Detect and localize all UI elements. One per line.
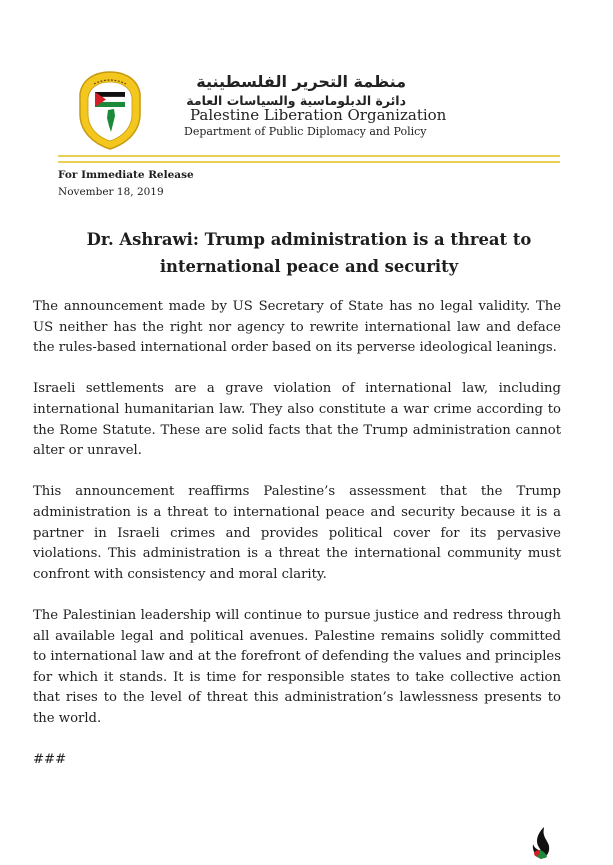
palestine-flag-logo-icon [531,826,551,860]
org-name-english: Palestine Liberation Organization [190,106,447,124]
department-name-arabic: دائرة الدبلوماسية والسياسات العامة [186,93,406,108]
title-line-1: Dr. Ashrawi: Trump administration is a threat to [86,230,532,249]
title-line-2: international peace and security [159,257,459,276]
press-release-title [58,226,560,280]
body-paragraph: This announcement reaffirms Palestine’s assessment that the Trump administration is a threat to international peace and security because it is a partner in Israeli crimes and provides political cover for its pervasive violations. This administration is a threat the international community must confront with consistency and moral clarity. [33,484,561,582]
body-paragraph: The announcement made by US Secretary of State has no legal validity. The US neither has the right nor agency to rewrite international law and deface the rules-based international order based on its perverse ideological leanings. [33,299,561,356]
release-date: November 18, 2019 [58,186,164,198]
department-name-english: Department of Public Diplomacy and Policy [184,125,427,138]
end-mark: ### [33,752,67,768]
release-label: For Immediate Release [58,169,194,181]
header-divider-bottom [58,161,560,163]
header-divider-top [58,155,560,157]
press-release-body [33,297,561,771]
body-paragraph: Israeli settlements are a grave violation of international law, including international humanitarian law. They also constitute a war crime according to the Rome Statute. These are solid facts that the Trump administration cannot alter or unravel. [33,381,561,459]
body-paragraph: The Palestinian leadership will continue to pursue justice and redress through all available legal and political avenues. Palestine remains solidly committed to international law and at the forefront of defending the values and principles for which it stands. It is time for responsible states to take collective action that rises to the level of threat this administration’s lawlessness presents to the world. [33,607,561,726]
org-name-arabic: منظمة التحرير الفلسطينية [196,72,406,91]
plo-emblem-icon [78,70,142,150]
